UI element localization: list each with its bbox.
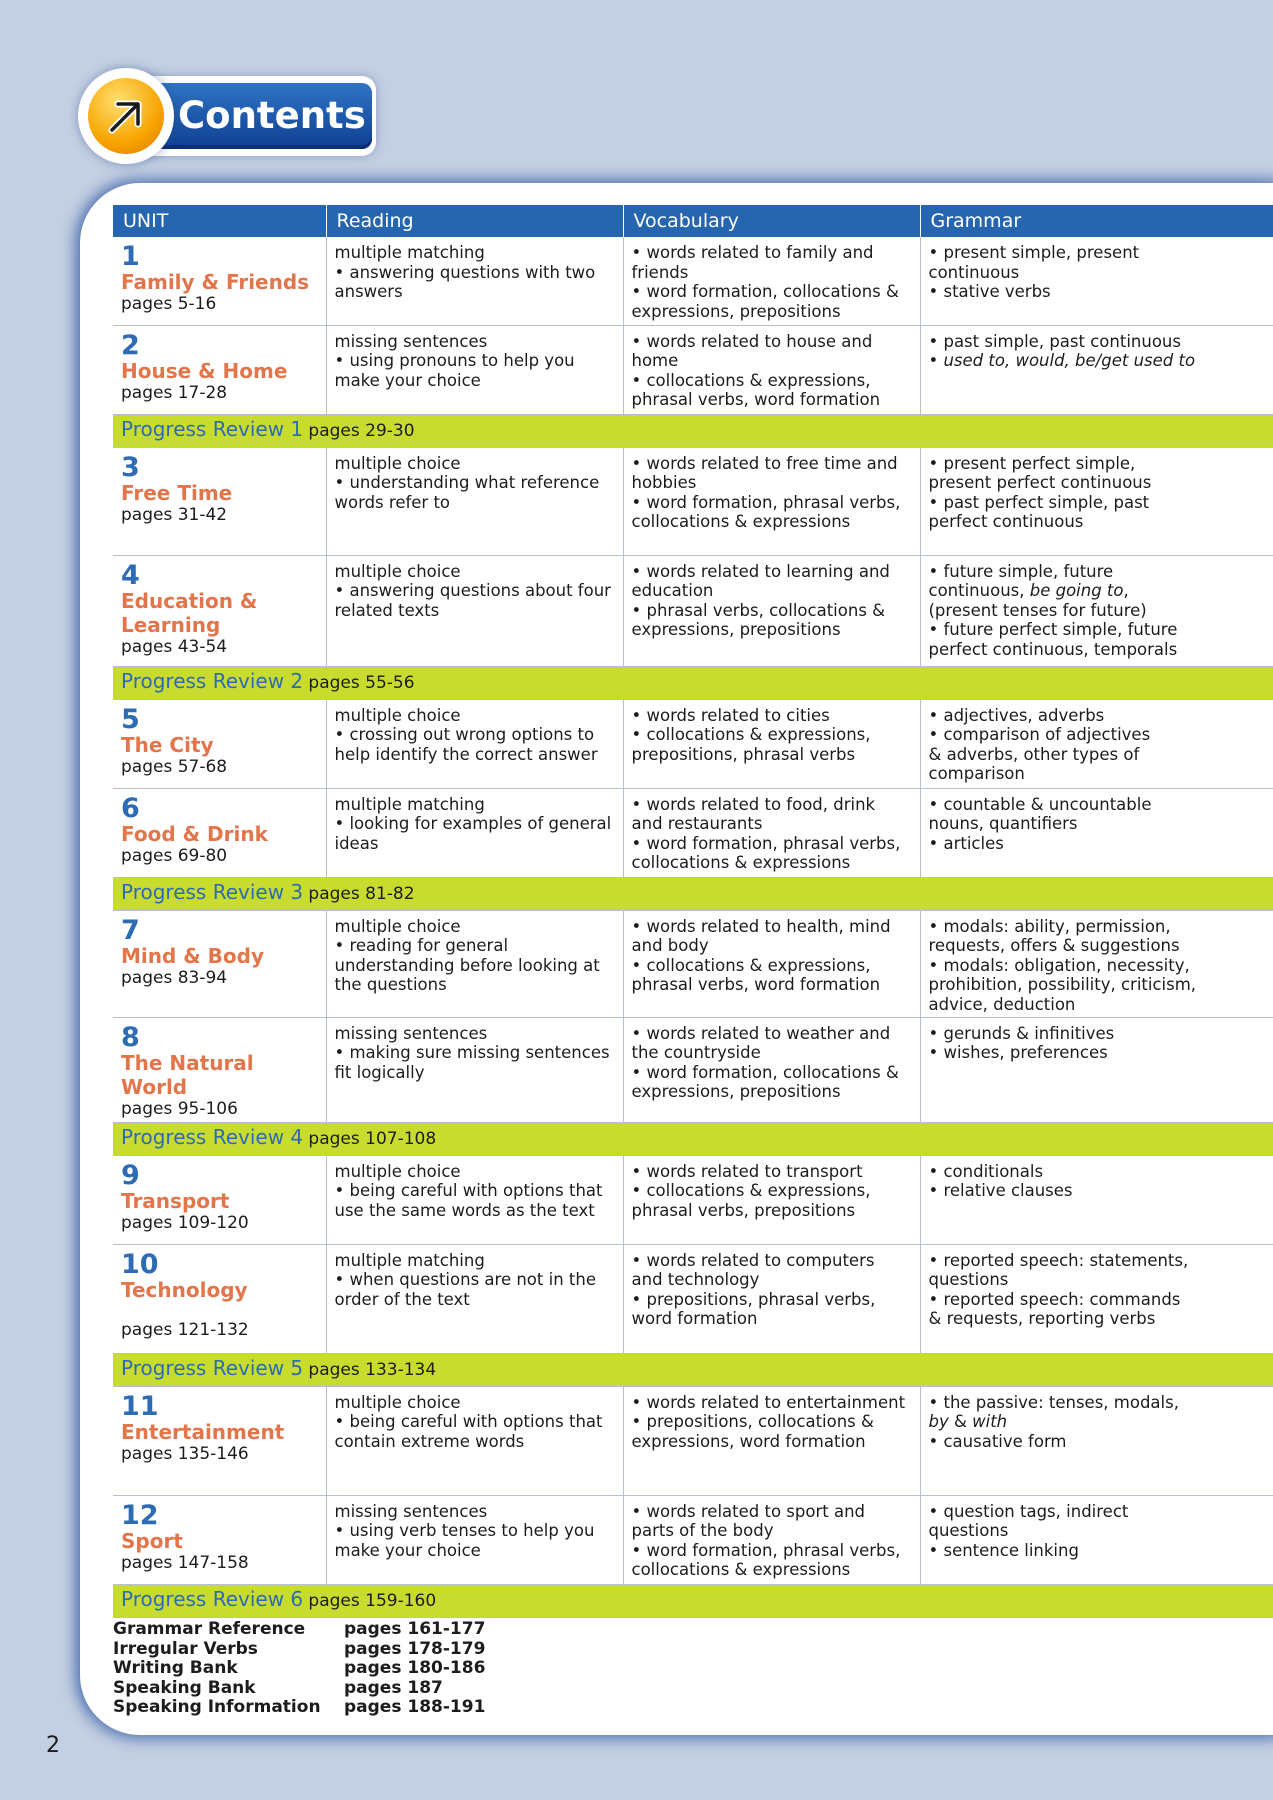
- unit-number: 5: [121, 703, 140, 735]
- unit-number: 4: [121, 559, 140, 591]
- contents-table: [113, 205, 1273, 1618]
- progress-review-row: [113, 1353, 1273, 1386]
- unit-pages: pages 147-158: [121, 1552, 249, 1573]
- reference-label: Irregular Verbs: [113, 1638, 258, 1659]
- grammar-line: • future simple, future: [928, 561, 1114, 581]
- progress-review-pages: pages 159-160: [308, 1590, 437, 1611]
- reading-line: fit logically: [334, 1062, 425, 1082]
- reading-cell: [326, 1244, 623, 1353]
- grammar-line: comparison: [928, 764, 1025, 783]
- reading-line: make your choice: [334, 370, 481, 390]
- grammar-line: • modals: obligation, necessity,: [928, 955, 1190, 975]
- vocabulary-line: expressions, prepositions: [631, 1082, 841, 1101]
- unit-row: [113, 447, 1273, 555]
- unit-name: Education &: [121, 588, 258, 613]
- vocabulary-line: • word formation, phrasal verbs,: [631, 492, 901, 512]
- vocabulary-line: word formation: [631, 1309, 758, 1328]
- vocabulary-line: home: [631, 351, 679, 370]
- reading-line: multiple choice: [334, 453, 461, 473]
- vocabulary-line: phrasal verbs, word formation: [631, 390, 881, 409]
- reading-line: missing sentences: [334, 1023, 488, 1043]
- vocabulary-line: • words related to cities: [631, 705, 830, 725]
- grammar-cell: [920, 1017, 1273, 1122]
- vocabulary-line: phrasal verbs, word formation: [631, 975, 881, 994]
- table-header-row: [113, 205, 1273, 237]
- vocabulary-line: • words related to food, drink: [631, 794, 876, 814]
- reading-cell: [326, 1017, 623, 1122]
- vocabulary-line: prepositions, phrasal verbs: [631, 744, 856, 764]
- reading-line: make your choice: [334, 1540, 481, 1560]
- badge-circle-inner: [88, 78, 164, 154]
- unit-name: Sport: [121, 1528, 183, 1553]
- unit-number: 11: [121, 1390, 159, 1422]
- progress-review-label: Progress Review 5: [121, 1355, 304, 1380]
- reading-line: • understanding what reference: [334, 473, 600, 492]
- progress-review-row: [113, 877, 1273, 910]
- unit-row: [113, 555, 1273, 666]
- vocabulary-cell: [623, 788, 920, 877]
- unit-number: 1: [121, 241, 140, 272]
- grammar-cell: [920, 325, 1273, 414]
- reading-line: order of the text: [334, 1289, 470, 1309]
- unit-cell: [113, 1017, 326, 1122]
- unit-number: 2: [121, 329, 140, 361]
- progress-review-pages: pages 133-134: [308, 1359, 437, 1380]
- unit-number: 8: [121, 1021, 140, 1053]
- progress-review-pages: pages 55-56: [308, 672, 415, 693]
- reference-pages: pages 180-186: [344, 1658, 486, 1678]
- unit-cell: [113, 555, 326, 666]
- vocabulary-cell: [623, 237, 920, 325]
- vocabulary-line: • word formation, phrasal verbs,: [631, 833, 901, 853]
- grammar-cell: [920, 910, 1273, 1017]
- reference-pages: pages 188-191: [344, 1697, 486, 1717]
- unit-row: [113, 237, 1273, 325]
- unit-name: Learning: [121, 612, 221, 637]
- reading-line: missing sentences: [334, 331, 488, 351]
- unit-number: 6: [121, 792, 140, 824]
- vocabulary-line: education: [631, 581, 714, 600]
- unit-row: [113, 1017, 1273, 1122]
- reading-line: • crossing out wrong options to: [334, 725, 595, 744]
- reading-line: understanding before looking at: [334, 955, 600, 975]
- grammar-line: requests, offers & suggestions: [928, 936, 1180, 955]
- unit-pages: pages 31-42: [121, 504, 228, 525]
- vocabulary-line: friends: [631, 262, 689, 282]
- vocabulary-cell: [623, 447, 920, 555]
- progress-review-row: [113, 1122, 1273, 1155]
- reading-line: contain extreme words: [334, 1431, 525, 1451]
- reading-line: • reading for general: [334, 936, 509, 955]
- reference-pages: pages 161-177: [344, 1619, 486, 1639]
- header-unit: UNIT: [113, 205, 326, 237]
- reading-line: multiple choice: [334, 1392, 461, 1412]
- unit-row: [113, 699, 1273, 788]
- unit-cell: [113, 910, 326, 1017]
- vocabulary-line: collocations & expressions: [631, 512, 851, 531]
- grammar-line: perfect continuous: [928, 512, 1084, 531]
- reading-cell: [326, 910, 623, 1017]
- reading-cell: [326, 1495, 623, 1584]
- unit-name: Family & Friends: [121, 270, 310, 294]
- vocabulary-cell: [623, 1244, 920, 1353]
- progress-review-cell: [113, 1122, 1273, 1155]
- grammar-line: • used to, would, be/get used to: [928, 351, 1196, 370]
- unit-cell: [113, 325, 326, 414]
- grammar-line: • countable & uncountable: [928, 794, 1152, 814]
- progress-review-label: Progress Review 1: [121, 416, 304, 441]
- unit-row: [113, 1244, 1273, 1353]
- grammar-line: • articles: [928, 833, 1004, 853]
- unit-name: Mind & Body: [121, 943, 265, 968]
- grammar-cell: [920, 1386, 1273, 1495]
- reading-cell: [326, 447, 623, 555]
- vocabulary-line: • word formation, collocations &: [631, 282, 899, 301]
- unit-row: [113, 325, 1273, 414]
- vocabulary-cell: [623, 910, 920, 1017]
- grammar-line: • stative verbs: [928, 282, 1051, 301]
- reading-line: • using verb tenses to help you: [334, 1521, 595, 1540]
- page-title: Contents: [178, 94, 366, 137]
- grammar-line: • the passive: tenses, modals,: [928, 1392, 1179, 1412]
- unit-pages: pages 69-80: [121, 845, 228, 866]
- unit-pages: pages 121-132: [121, 1319, 249, 1340]
- unit-pages: pages 57-68: [121, 756, 228, 777]
- reading-line: • answering questions with two: [334, 262, 596, 282]
- reading-cell: [326, 1155, 623, 1244]
- unit-pages: pages 43-54: [121, 636, 228, 657]
- badge-circle: [78, 68, 174, 164]
- vocabulary-line: expressions, word formation: [631, 1431, 866, 1451]
- vocabulary-line: • prepositions, collocations &: [631, 1412, 874, 1431]
- reading-line: ideas: [334, 833, 379, 853]
- vocabulary-line: • word formation, collocations &: [631, 1062, 899, 1082]
- grammar-line: • comparison of adjectives: [928, 725, 1151, 744]
- grammar-line: prohibition, possibility, criticism,: [928, 975, 1197, 994]
- grammar-line: & requests, reporting verbs: [928, 1309, 1156, 1328]
- progress-review-pages: pages 107-108: [308, 1128, 437, 1149]
- vocabulary-line: the countryside: [631, 1043, 761, 1062]
- vocabulary-line: • words related to weather and: [631, 1023, 891, 1043]
- unit-number: 10: [121, 1248, 159, 1280]
- grammar-line: • causative form: [928, 1431, 1067, 1451]
- grammar-cell: [920, 237, 1273, 325]
- unit-cell: [113, 788, 326, 877]
- progress-review-cell: [113, 877, 1273, 910]
- reading-line: • making sure missing sentences: [334, 1043, 610, 1062]
- reading-line: • answering questions about four: [334, 581, 611, 600]
- unit-row: [113, 910, 1273, 1017]
- grammar-line: • past perfect simple, past: [928, 492, 1150, 512]
- grammar-line: • present simple, present: [928, 243, 1140, 262]
- grammar-cell: [920, 447, 1273, 555]
- reading-line: answers: [334, 282, 403, 301]
- progress-review-row: [113, 1584, 1273, 1617]
- reference-row: [113, 1620, 485, 1640]
- progress-review-pages: pages 81-82: [308, 883, 415, 904]
- unit-pages: pages 83-94: [121, 967, 228, 988]
- vocabulary-cell: [623, 325, 920, 414]
- grammar-line: questions: [928, 1521, 1009, 1540]
- vocabulary-line: • collocations & expressions,: [631, 1181, 871, 1200]
- reading-line: • being careful with options that: [334, 1181, 603, 1200]
- reading-cell: [326, 555, 623, 666]
- header-grammar: Grammar: [920, 205, 1273, 237]
- progress-review-label: Progress Review 2: [121, 668, 304, 693]
- unit-name: The City: [121, 732, 214, 757]
- progress-review-row: [113, 666, 1273, 699]
- header-vocabulary: Vocabulary: [623, 205, 920, 237]
- unit-cell: [113, 447, 326, 555]
- unit-name: Transport: [121, 1188, 230, 1213]
- vocabulary-line: • collocations & expressions,: [631, 955, 871, 975]
- vocabulary-line: collocations & expressions: [631, 1560, 851, 1579]
- unit-pages: pages 5-16: [121, 294, 217, 314]
- unit-name: The Natural World: [121, 1050, 254, 1099]
- grammar-cell: [920, 1495, 1273, 1584]
- reading-cell: [326, 237, 623, 325]
- unit-pages: pages 95-106: [121, 1098, 238, 1119]
- grammar-cell: [920, 1155, 1273, 1244]
- progress-review-cell: [113, 1353, 1273, 1386]
- vocabulary-cell: [623, 1495, 920, 1584]
- vocabulary-line: • words related to health, mind: [631, 916, 891, 936]
- reading-line: • when questions are not in the: [334, 1270, 596, 1289]
- unit-number: 3: [121, 451, 140, 483]
- vocabulary-line: expressions, prepositions: [631, 620, 841, 639]
- grammar-line: questions: [928, 1270, 1009, 1289]
- reading-line: multiple matching: [334, 794, 485, 814]
- vocabulary-line: parts of the body: [631, 1521, 774, 1540]
- vocabulary-line: and restaurants: [631, 814, 763, 833]
- reading-line: related texts: [334, 600, 440, 620]
- grammar-line: perfect continuous, temporals: [928, 639, 1178, 659]
- vocabulary-line: • word formation, phrasal verbs,: [631, 1540, 901, 1560]
- unit-name: Free Time: [121, 480, 233, 505]
- progress-review-label: Progress Review 4: [121, 1124, 304, 1149]
- reading-line: missing sentences: [334, 1501, 488, 1521]
- progress-review-pages: pages 29-30: [308, 420, 415, 441]
- unit-pages: pages 109-120: [121, 1212, 249, 1233]
- vocabulary-line: expressions, prepositions: [631, 301, 841, 321]
- grammar-line: nouns, quantifiers: [928, 814, 1078, 833]
- vocabulary-line: and body: [631, 936, 709, 955]
- unit-row: [113, 1155, 1273, 1244]
- contents-badge: [78, 68, 378, 164]
- unit-name: Technology: [121, 1277, 248, 1302]
- reading-line: multiple matching: [334, 243, 485, 262]
- reading-line: help identify the correct answer: [334, 744, 598, 764]
- reading-line: use the same words as the text: [334, 1200, 595, 1220]
- reading-line: multiple choice: [334, 916, 461, 936]
- unit-pages: pages 135-146: [121, 1443, 249, 1464]
- unit-cell: [113, 1244, 326, 1353]
- reference-label: Speaking Bank: [113, 1677, 256, 1698]
- grammar-line: (present tenses for future): [928, 600, 1147, 620]
- vocabulary-line: hobbies: [631, 473, 697, 492]
- vocabulary-cell: [623, 699, 920, 788]
- reference-pages: pages 178-179: [344, 1638, 486, 1659]
- unit-number: 7: [121, 914, 140, 946]
- vocabulary-line: collocations & expressions: [631, 853, 851, 872]
- progress-review-cell: [113, 666, 1273, 699]
- progress-review-cell: [113, 1584, 1273, 1617]
- unit-cell: [113, 1155, 326, 1244]
- reference-label: Writing Bank: [113, 1658, 238, 1678]
- vocabulary-cell: [623, 1155, 920, 1244]
- reading-line: multiple choice: [334, 705, 461, 725]
- reference-label: Speaking Information: [113, 1697, 321, 1717]
- grammar-cell: [920, 699, 1273, 788]
- grammar-line: • question tags, indirect: [928, 1501, 1129, 1521]
- unit-row: [113, 1495, 1273, 1584]
- unit-cell: [113, 237, 326, 325]
- reading-line: words refer to: [334, 492, 451, 512]
- reading-line: multiple choice: [334, 561, 461, 581]
- grammar-cell: [920, 1244, 1273, 1353]
- reading-line: multiple matching: [334, 1250, 485, 1270]
- grammar-line: • sentence linking: [928, 1540, 1079, 1560]
- grammar-line: • present perfect simple,: [928, 453, 1136, 473]
- unit-name: Food & Drink: [121, 821, 268, 846]
- grammar-line: • wishes, preferences: [928, 1043, 1108, 1062]
- unit-cell: [113, 1386, 326, 1495]
- vocabulary-line: • words related to computers: [631, 1250, 875, 1270]
- grammar-line: advice, deduction: [928, 994, 1076, 1014]
- reading-cell: [326, 788, 623, 877]
- grammar-cell: [920, 788, 1273, 877]
- unit-row: [113, 788, 1273, 877]
- unit-name: House & Home: [121, 358, 288, 383]
- vocabulary-cell: [623, 555, 920, 666]
- vocabulary-line: • words related to house and: [631, 331, 873, 351]
- unit-cell: [113, 699, 326, 788]
- grammar-line: • future perfect simple, future: [928, 620, 1178, 639]
- unit-row: [113, 1386, 1273, 1495]
- reading-line: • looking for examples of general: [334, 814, 612, 833]
- vocabulary-line: and technology: [631, 1270, 760, 1289]
- vocabulary-line: • words related to free time and: [631, 453, 898, 473]
- vocabulary-line: • words related to family and: [631, 243, 874, 262]
- vocabulary-line: • words related to learning and: [631, 561, 890, 581]
- vocabulary-line: phrasal verbs, prepositions: [631, 1200, 856, 1220]
- reference-row: [113, 1679, 485, 1699]
- vocabulary-line: • collocations & expressions,: [631, 370, 871, 390]
- reading-line: • being careful with options that: [334, 1412, 603, 1431]
- vocabulary-line: • collocations & expressions,: [631, 725, 871, 744]
- reading-line: the questions: [334, 975, 447, 994]
- reference-row: [113, 1640, 485, 1660]
- grammar-cell: [920, 555, 1273, 666]
- vocabulary-line: • prepositions, phrasal verbs,: [631, 1289, 876, 1309]
- progress-review-label: Progress Review 3: [121, 879, 304, 904]
- grammar-line: present perfect continuous: [928, 473, 1152, 492]
- grammar-line: • adjectives, adverbs: [928, 705, 1105, 725]
- vocabulary-line: • words related to entertainment: [631, 1392, 906, 1412]
- grammar-line: • past simple, past continuous: [928, 331, 1181, 351]
- unit-pages: pages 17-28: [121, 382, 228, 403]
- reading-cell: [326, 1386, 623, 1495]
- grammar-line: continuous: [928, 262, 1020, 282]
- grammar-line: • reported speech: commands: [928, 1289, 1181, 1309]
- references-list: [113, 1620, 485, 1718]
- unit-cell: [113, 1495, 326, 1584]
- reference-label: Grammar Reference: [113, 1619, 306, 1639]
- table-body: [113, 237, 1273, 1617]
- grammar-line: • relative clauses: [928, 1181, 1073, 1200]
- vocabulary-line: • words related to sport and: [631, 1501, 865, 1521]
- unit-name: Entertainment: [121, 1419, 285, 1444]
- arrow-icon: [106, 96, 146, 136]
- reference-pages: pages 187: [344, 1677, 443, 1698]
- grammar-line: by & with: [928, 1412, 1008, 1431]
- grammar-line: • conditionals: [928, 1161, 1044, 1181]
- reading-line: • using pronouns to help you: [334, 351, 575, 370]
- reading-cell: [326, 699, 623, 788]
- page-number: 2: [46, 1733, 60, 1758]
- vocabulary-line: • phrasal verbs, collocations &: [631, 600, 886, 620]
- header-reading: Reading: [326, 205, 623, 237]
- reference-row: [113, 1659, 485, 1679]
- progress-review-cell: [113, 414, 1273, 447]
- unit-number: 9: [121, 1159, 140, 1191]
- unit-number: 12: [121, 1499, 159, 1531]
- grammar-line: • modals: ability, permission,: [928, 916, 1171, 936]
- grammar-line: • gerunds & infinitives: [928, 1023, 1115, 1043]
- grammar-line: • reported speech: statements,: [928, 1250, 1189, 1270]
- vocabulary-line: • words related to transport: [631, 1161, 863, 1181]
- progress-review-row: [113, 414, 1273, 447]
- vocabulary-cell: [623, 1017, 920, 1122]
- reference-row: [113, 1698, 485, 1718]
- reading-cell: [326, 325, 623, 414]
- progress-review-label: Progress Review 6: [121, 1586, 304, 1611]
- vocabulary-cell: [623, 1386, 920, 1495]
- grammar-line: & adverbs, other types of: [928, 744, 1140, 764]
- reading-line: multiple choice: [334, 1161, 461, 1181]
- grammar-line: continuous, be going to,: [928, 581, 1129, 600]
